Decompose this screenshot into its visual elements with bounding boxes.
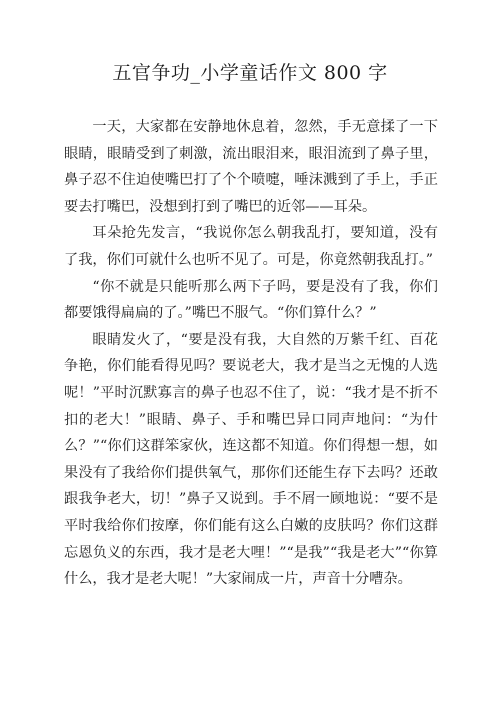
paragraph: 耳朵抢先发言，“我说你怎么朝我乱打，要知道，没有了我，你们可就什么也听不见了。可是，你竟然朝我乱打。” xyxy=(64,225,438,268)
paragraph: 眼睛发火了，“要是没有我，大自然的万紫千红、百花争艳，你们能看得见吗？要说老大，我才是当之无愧的人选呢！”平时沉默寡言的鼻子也忍不住了，说：“我才是不折不扣的老大！”眼睛、鼻子、手和嘴巴异口同声地问：“为什么？”“你们这群笨家伙，连这都不知道。你们得想一想，如果没有了我给你们提供氧气，那你们还能生存下去吗？还敢跟我争老大，切！”鼻子又说到。手不屑一顾地说：“要不是平时我给你们按摩，你们能有这么白嫩的皮肤吗？你们这群忘恩负义的东西，我才是老大哩！”“是我”“我是老大”“你算什么，我才是老大呢！”大家闹成一片，声音十分嘈杂。 xyxy=(64,331,438,588)
document-title: 五官争功_小学童话作文 800 字 xyxy=(112,62,388,84)
document-body xyxy=(64,114,438,593)
paragraph: 一天，大家都在安静地休息着，忽然，手无意揉了一下眼睛，眼睛受到了刺激，流出眼泪来，眼泪流到了鼻子里，鼻子忍不住迫使嘴巴打了个个喷嚏，唾沫溅到了手上，手正要去打嘴巴，没想到打到了嘴巴的近邻——耳朵。 xyxy=(64,119,438,215)
paragraph: “你不就是只能听那么两下子吗，要是没有了我，你们都要饿得扁扁的了。”嘴巴不服气。“你们算什么？” xyxy=(64,278,438,322)
